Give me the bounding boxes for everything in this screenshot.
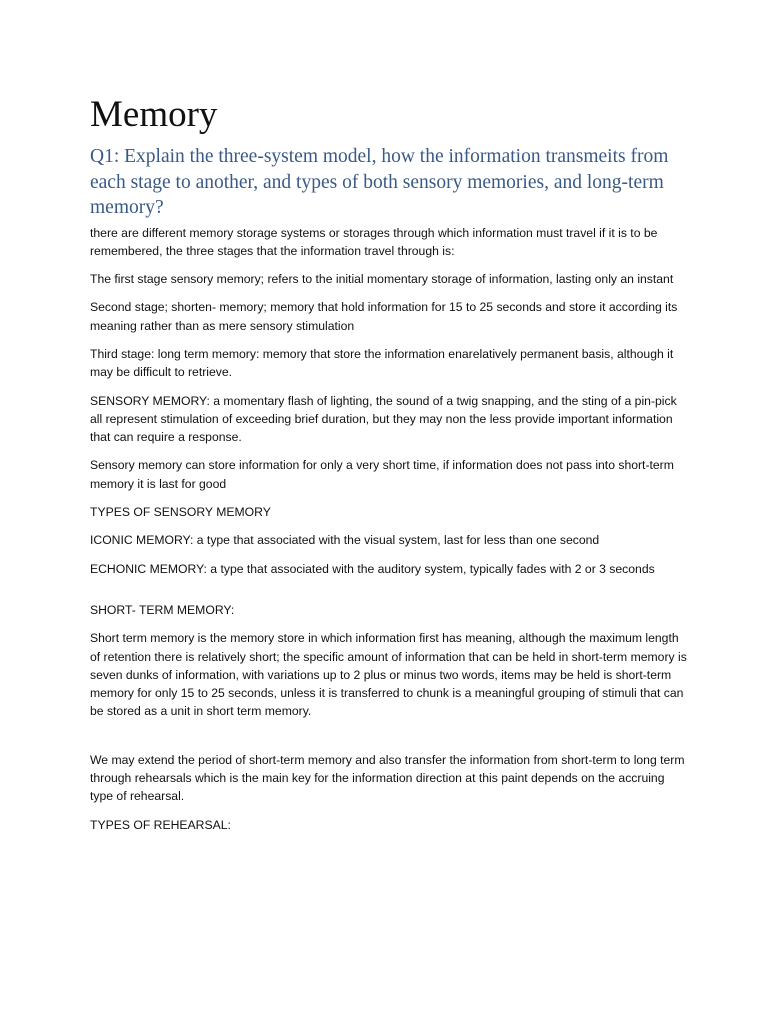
paragraph-echoic-memory: ECHONIC MEMORY: a type that associated with the auditory system, typically fades with 2 or 3 seconds [90,561,655,576]
paragraph-iconic-memory: ICONIC MEMORY: a type that associated with the visual system, last for less than one second [90,533,600,548]
paragraph-first-stage: The first stage sensory memory; refers to the initial momentary storage of information, lasting only an instant [90,272,674,287]
heading-types-rehearsal: TYPES OF REHEARSAL: [90,817,231,832]
paragraph-sensory-memory: SENSORY MEMORY: a momentary flash of lighting, the sound of a twig snapping, and the sting of a pin-pick all represent stimulation of exceeding brief duration, but they may non the less provide important information that can require a response. [90,393,677,445]
heading-types-sensory: TYPES OF SENSORY MEMORY [90,505,271,520]
paragraph-second-stage: Second stage; shorten- memory; memory that hold information for 15 to 25 seconds and store it according its meaning rather than as mere sensory stimulation [90,300,678,333]
paragraph-short-term-definition: Short term memory is the memory store in which information first has meaning, although the maximum length of retention there is relatively short; the specific amount of information that can be held in short-term memory is seven dunks of information, with variations up to 2 plus or minus two words, items may be held is short-term memory for only 15 to 25 seconds, unless it is transferred to chunk is a meaningful grouping of stimuli that can be stored as a unit in short term memory. [90,631,687,719]
question-heading: Q1: Explain the three-system model, how the information transmeits from each stage to another, and types of both sensory memories, and long-term memory? [90,146,669,218]
heading-short-term-memory: SHORT- TERM MEMORY: [90,602,235,617]
paragraph-rehearsal: We may extend the period of short-term memory and also transfer the information from short-term to long term through rehearsals which is the main key for the information direction at this paint depends on the accruing type of rehearsal. [90,752,685,804]
paragraph-sensory-duration: Sensory memory can store information for only a very short time, if information does not pass into short-term memory it is last for good [90,458,674,491]
document-title: Memory [90,94,218,135]
paragraph-intro: there are different memory storage systems or storages through which information must travel if it is to be remembered, the three stages that the information travel through is: [90,225,658,258]
paragraph-third-stage: Third stage: long term memory: memory that store the information enarelatively permanent basis, although it may be difficult to retrieve. [90,346,674,380]
